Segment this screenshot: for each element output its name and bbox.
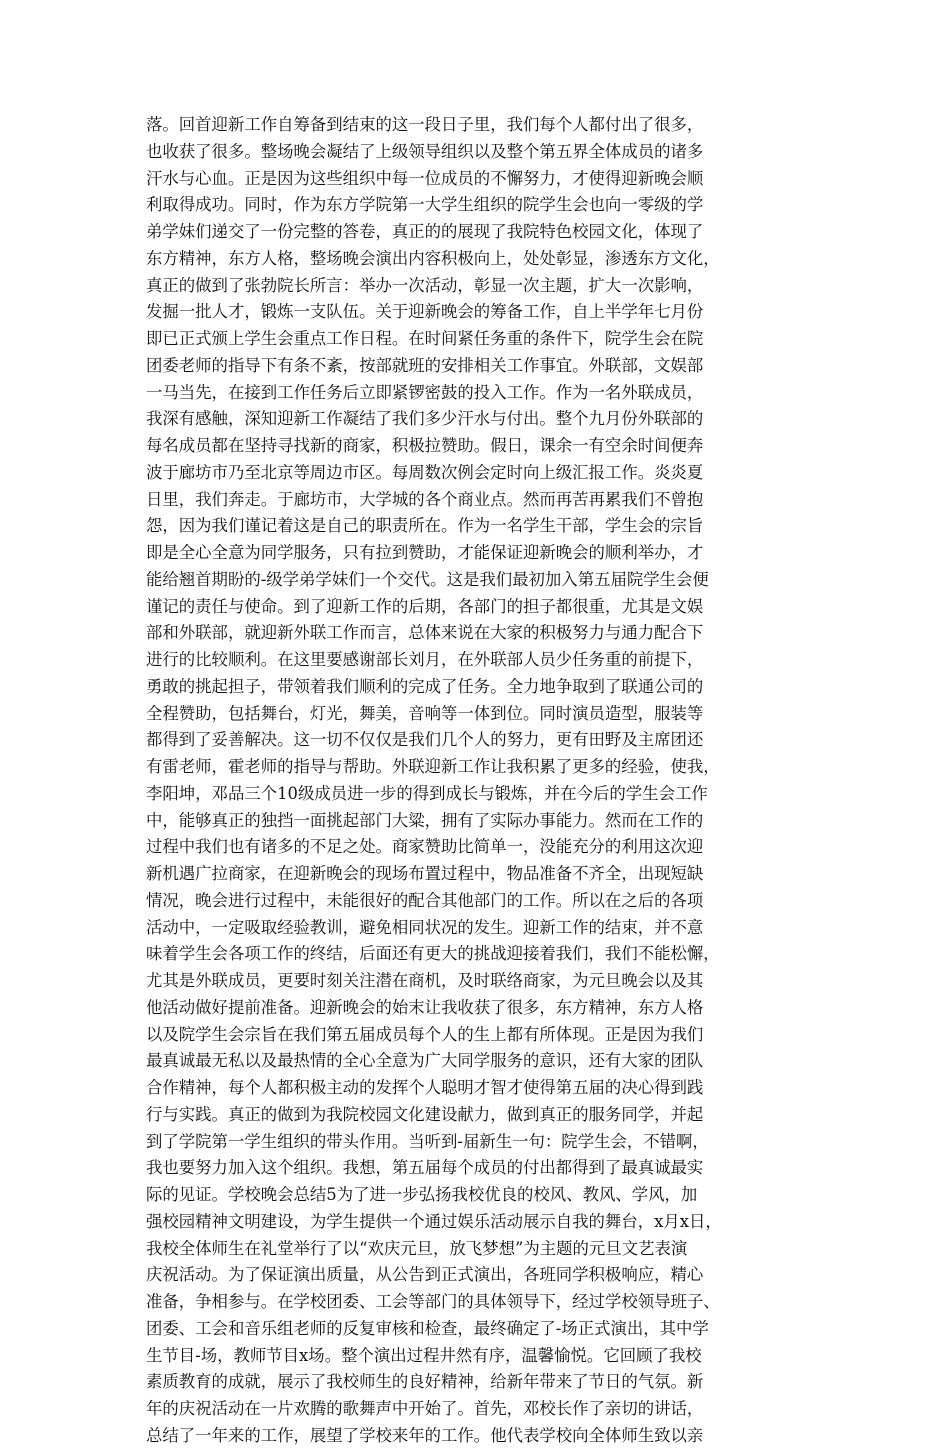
text-line: 行与实践。真正的做到为我院校园文化建设献力，做到真正的服务同学，并起 <box>146 1104 704 1124</box>
text-line: 落。回首迎新工作自筹备到结束的这一段日子里，我们每个人都付出了很多， <box>146 115 704 134</box>
text-line: 生节目-场，教师节目x场。整个演出过程井然有序，温馨愉悦。它回顾了我校 <box>146 1345 702 1365</box>
text-line: 中，能够真正的独挡一面挑起部门大粱，拥有了实际办事能力。然而在工作的 <box>146 810 704 830</box>
text-line: 汗水与心血。正是因为这些组织中每一位成员的不懈努力，才使得迎新晚会顺 <box>146 168 704 188</box>
text-line: 勇敢的挑起担子，带领着我们顺利的完成了任务。全力地争取到了联通公司的 <box>146 676 704 696</box>
text-line: 准备，争相参与。在学校团委、工会等部门的具体领导下，经过学校领导班子、 <box>146 1292 720 1311</box>
text-line: 都得到了妥善解决。这一切不仅仅是我们几个人的努力，更有田野及主席团还 <box>146 730 704 750</box>
text-line: 怨，因为我们谨记着这是自己的职责所在。作为一名学生干部，学生会的宗旨 <box>146 516 704 536</box>
text-line: 部和外联部，就迎新外联工作而言，总体来说在大家的积极努力与通力配合下 <box>146 623 704 643</box>
text-line: 尤其是外联成员，更要时刻关注潜在商机，及时联络商家，为元旦晚会以及其 <box>146 971 704 990</box>
text-line: 以及院学生会宗旨在我们第五届成员每个人的生上都有所体现。正是因为我们 <box>146 1024 704 1044</box>
text-line: 他活动做好提前准备。迎新晚会的始末让我收获了很多，东方精神，东方人格 <box>146 997 704 1017</box>
text-line: 即已正式颁上学生会重点工作日程。在时间紧任务重的条件下，院学生会在院 <box>146 329 704 348</box>
body-text <box>146 112 806 1450</box>
text-line: 也收获了很多。整场晚会凝结了上级领导组织以及整个第五界全体成员的诸多 <box>146 141 704 161</box>
text-line: 弟学妹们递交了一份完整的答卷，真正的的展现了我院特色校园文化，体现了 <box>146 222 704 241</box>
text-line: 能给翘首期盼的-级学弟学妹们一个交代。这是我们最初加入第五届院学生会便 <box>146 569 709 589</box>
text-line: 全程赞助，包括舞台，灯光，舞美，音响等一体到位。同时演员造型，服装等 <box>146 703 704 723</box>
text-line: 庆祝活动。为了保证演出质量，从公告到正式演出，各班同学积极响应，精心 <box>146 1265 704 1285</box>
text-line: 波于廊坊市乃至北京等周边市区。每周数次例会定时向上级汇报工作。炎炎夏 <box>146 462 704 482</box>
text-line: 东方精神，东方人格，整场晚会演出内容积极向上，处处彰显，渗透东方文化， <box>146 248 720 268</box>
text-line: 一马当先，在接到工作任务后立即紧锣密鼓的投入工作。作为一名外联成员， <box>146 382 704 402</box>
text-line: 到了学院第一学生组织的带头作用。当听到-届新生一句：院学生会，不错啊， <box>146 1131 709 1151</box>
text-line: 利取得成功。同时，作为东方学院第一大学生组织的院学生会也向一零级的学 <box>146 195 704 215</box>
text-line: 我深有感触，深知迎新工作凝结了我们多少汗水与付出。整个九月份外联部的 <box>146 409 704 429</box>
text-line: 最真诚最无私以及最热情的全心全意为广大同学服务的意识，还有大家的团队 <box>146 1051 704 1071</box>
text-line: 有雷老师，霍老师的指导与帮助。外联迎新工作让我积累了更多的经验，使我， <box>146 757 720 776</box>
text-line: 日里，我们奔走。于廊坊市，大学城的各个商业点。然而再苦再累我们不曾抱 <box>146 489 704 509</box>
text-line: 合作精神，每个人都积极主动的发挥个人聪明才智才使得第五届的决心得到践 <box>146 1078 704 1097</box>
text-line: 我也要努力加入这个组织。我想，第五届每个成员的付出都得到了最真诚最实 <box>146 1158 704 1178</box>
text-line: 进行的比较顺利。在这里要感谢部长刘月，在外联部人员少任务重的前提下， <box>146 650 704 669</box>
text-line: 新机遇广拉商家，在迎新晚会的现场布置过程中，物品准备不齐全，出现短缺 <box>146 864 704 883</box>
text-line: 团委老师的指导下有条不紊，按部就班的安排相关工作事宜。外联部，文娱部 <box>146 355 704 375</box>
text-line: 情况，晚会进行过程中，未能很好的配合其他部门的工作。所以在之后的各项 <box>146 890 704 910</box>
text-line: 强校园精神文明建设，为学生提供一个通过娱乐活动展示自我的舞台，x月x日， <box>146 1211 722 1231</box>
text-line: 活动中，一定吸取经验教训，避免相同状况的发生。迎新工作的结束，并不意 <box>146 917 704 937</box>
text-line: 味着学生会各项工作的终结，后面还有更大的挑战迎接着我们，我们不能松懈， <box>146 944 720 964</box>
text-line: 即是全心全意为同学服务，只有拉到赞助，才能保证迎新晚会的顺利举办，才 <box>146 543 704 562</box>
text-line: 谨记的责任与使命。到了迎新工作的后期，各部门的担子都很重，尤其是文娱 <box>146 596 704 616</box>
text-line: 总结了一年来的工作，展望了学校来年的工作。他代表学校向全体师生致以亲 <box>146 1425 704 1445</box>
text-line: 李阳坤，邓品三个10级成员进一步的得到成长与锻炼，并在今后的学生会工作 <box>146 783 708 803</box>
text-line: 年的庆祝活动在一片欢腾的歌舞声中开始了。首先，邓校长作了亲切的讲话， <box>146 1399 704 1418</box>
text-line: 真正的做到了张勃院长所言：举办一次活动，彰显一次主题，扩大一次影响， <box>146 275 704 295</box>
text-line: 每名成员都在坚持寻找新的商家，积极拉赞助。假日，课余一有空余时间便奔 <box>146 436 704 455</box>
text-line: 素质教育的成就，展示了我校师生的良好精神，给新年带来了节日的气氛。新 <box>146 1372 704 1392</box>
text-line: 我校全体师生在礼堂举行了以“欢庆元旦，放飞梦想”为主题的元旦文艺表演 <box>146 1238 688 1258</box>
text-line: 发掘一批人才，锻炼一支队伍。关于迎新晚会的筹备工作，自上半学年七月份 <box>146 302 704 322</box>
text-line: 过程中我们也有诸多的不足之处。商家赞助比简单一，没能充分的利用这次迎 <box>146 837 704 857</box>
text-line: 际的见证。学校晚会总结5为了进一步弘扬我校优良的校风、教风、学风，加 <box>146 1185 698 1204</box>
text-line: 团委、工会和音乐组老师的反复审核和检查，最终确定了-场正式演出，其中学 <box>146 1318 709 1338</box>
